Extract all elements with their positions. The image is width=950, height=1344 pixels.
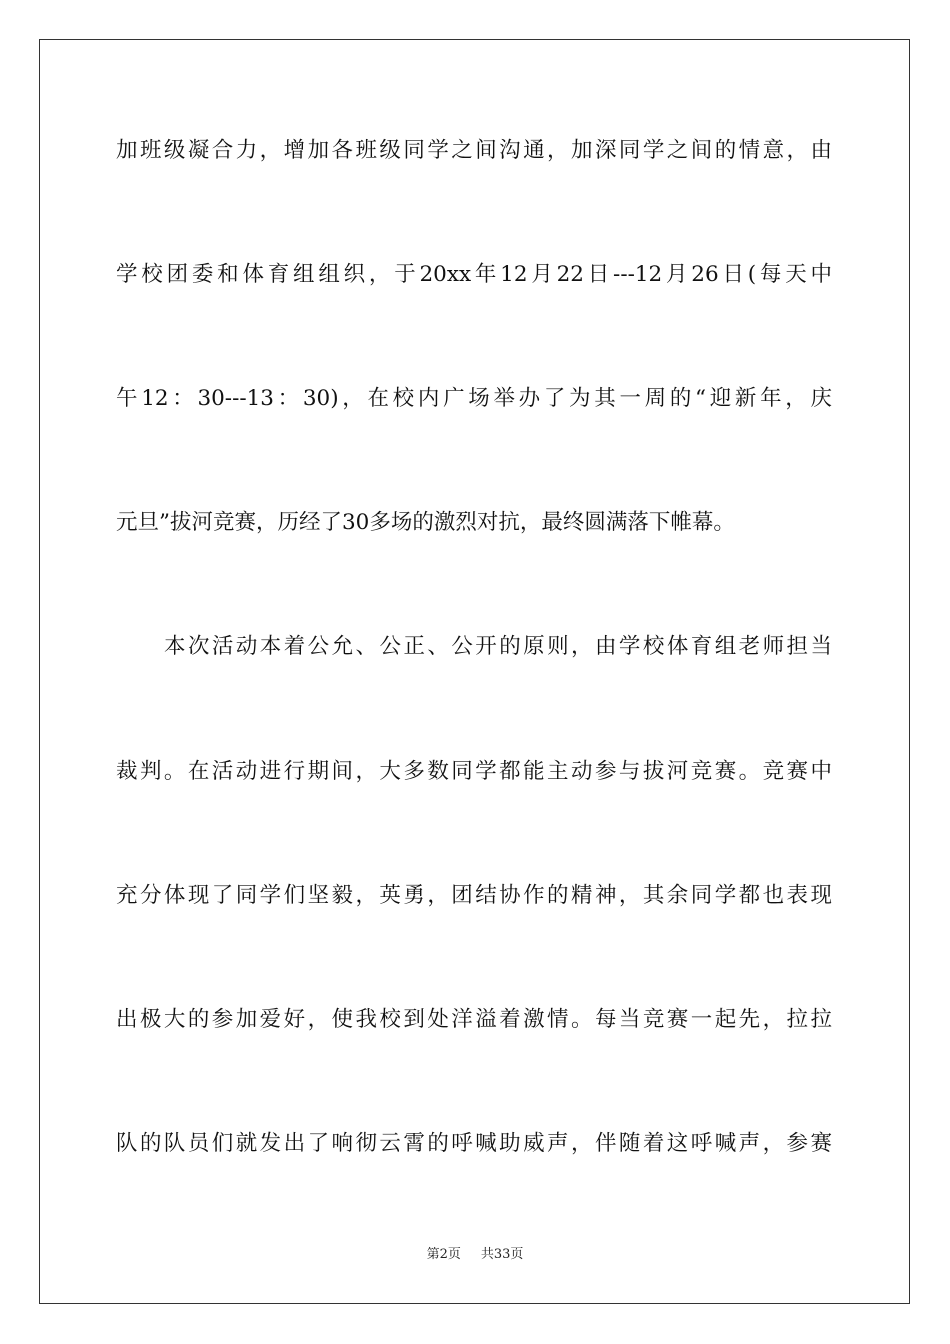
body-text-line: 午12：30---13：30)，在校内广场举办了为其一周的“迎新年，庆 bbox=[116, 386, 832, 411]
paragraph-first-line: 本次活动本着公允、公正、公开的原则，由学校体育组老师担当 bbox=[164, 634, 832, 659]
body-text-line: 裁判。在活动进行期间，大多数同学都能主动参与拔河竞赛。竞赛中 bbox=[116, 759, 832, 784]
body-text-line: 学校团委和体育组组织，于20xx年12月22日---12月26日(每天中 bbox=[116, 262, 832, 287]
body-text-line: 队的队员们就发出了响彻云霄的呼喊助威声，伴随着这呼喊声，参赛 bbox=[116, 1131, 832, 1156]
current-page-number: 第2页 bbox=[426, 1247, 461, 1262]
page-footer bbox=[0, 1246, 950, 1264]
body-text-line: 出极大的参加爱好，使我校到处洋溢着激情。每当竞赛一起先，拉拉 bbox=[116, 1007, 832, 1032]
body-text-line: 元旦”拔河竞赛，历经了30多场的激烈对抗，最终圆满落下帷幕。 bbox=[116, 510, 735, 535]
body-text-line: 加班级凝合力，增加各班级同学之间沟通，加深同学之间的情意，由 bbox=[116, 138, 832, 163]
page-border bbox=[39, 39, 910, 1304]
total-pages: 共33页 bbox=[480, 1247, 524, 1262]
body-text-line: 充分体现了同学们坚毅，英勇，团结协作的精神，其余同学都也表现 bbox=[116, 883, 832, 908]
